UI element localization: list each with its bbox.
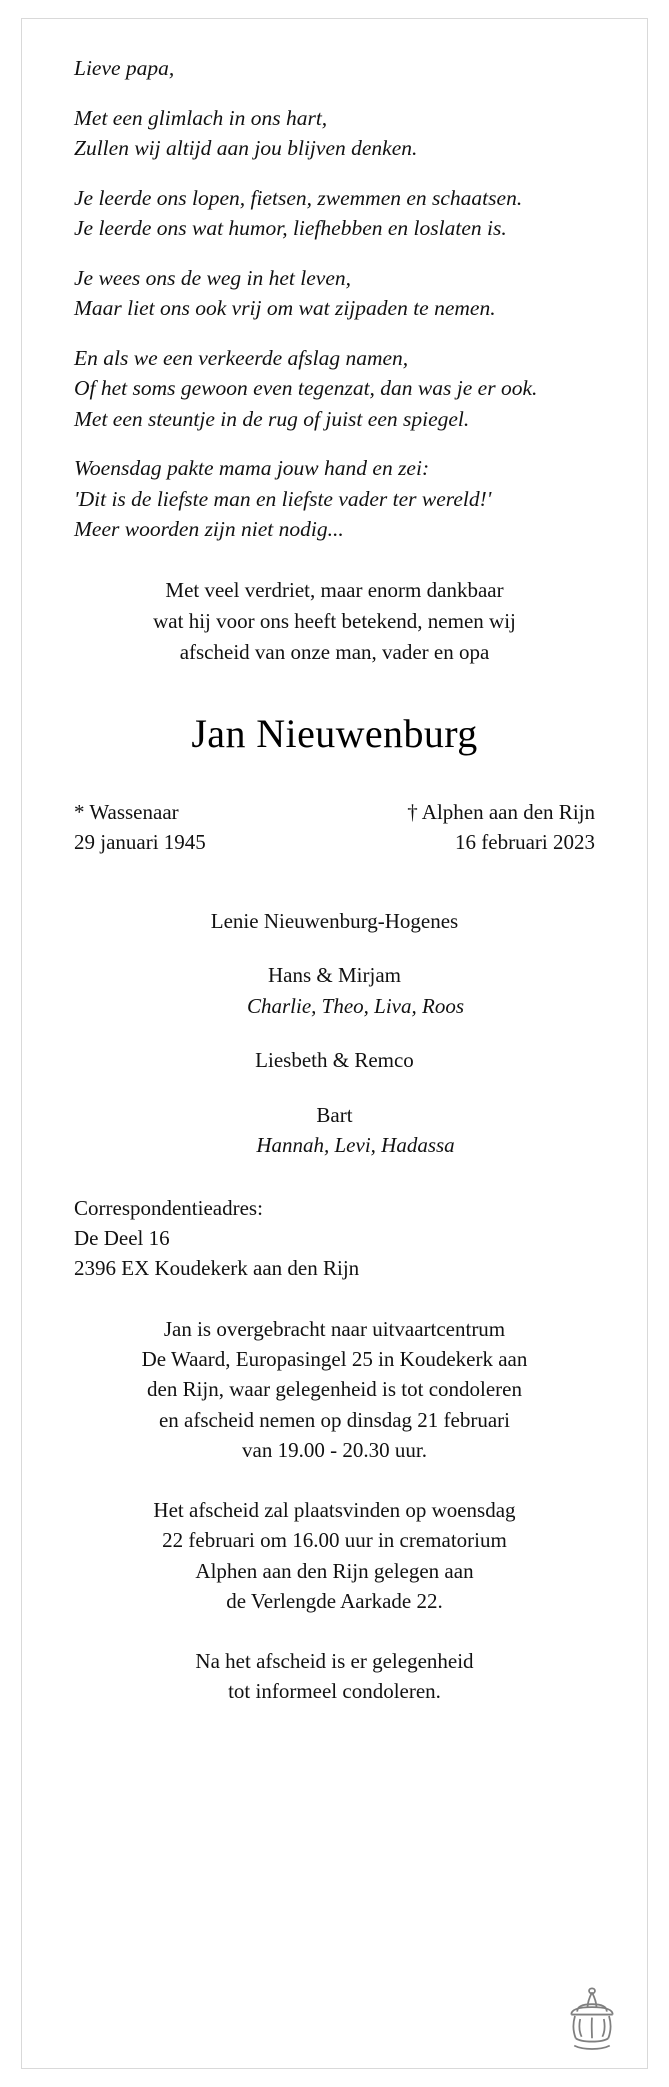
family-name: Hans & Mirjam [268, 963, 401, 988]
notice-line: van 19.00 - 20.30 uur. [242, 1437, 427, 1462]
viewing-notice [74, 1314, 595, 1465]
poem-line: Je leerde ons wat humor, liefhebben en loslaten is. [74, 216, 507, 241]
birth-info [74, 797, 206, 858]
intro-line: afscheid van onze man, vader en opa [179, 639, 490, 664]
deceased-name: Jan Nieuwenburg [191, 710, 478, 756]
family-name: Liesbeth & Remco [255, 1048, 414, 1073]
poem-line: Je wees ons de weg in het leven, [74, 265, 352, 290]
notice-line: tot informeel condoleren. [228, 1679, 441, 1704]
poem-stanza [74, 53, 595, 84]
family-children: Charlie, Theo, Liva, Roos [246, 993, 464, 1018]
family-entry [74, 1100, 595, 1161]
poem-line: Lieve papa, [74, 56, 175, 80]
notice-line: Jan is overgebracht naar uitvaartcentrum [163, 1316, 506, 1341]
poem-stanza [74, 453, 595, 545]
birth-place: * Wassenaar [74, 799, 179, 824]
address-line: Correspondentieadres: [74, 1196, 263, 1221]
funeral-home-logo-icon [555, 1982, 629, 2056]
poem-line: 'Dit is de liefste man en liefste vader ter wereld!' [74, 486, 492, 511]
notice-line: de Verlengde Aarkade 22. [226, 1588, 443, 1613]
notice-line: Na het afscheid is er gelegenheid [195, 1648, 474, 1673]
poem-line: Zullen wij altijd aan jou blijven denken. [74, 136, 418, 161]
death-date: 16 februari 2023 [455, 830, 595, 855]
poem-stanza [74, 103, 595, 164]
correspondence-address [74, 1194, 595, 1283]
birth-date: 29 januari 1945 [74, 830, 206, 855]
family-name: Lenie Nieuwenburg-Hogenes [210, 908, 459, 933]
poem-line: Je leerde ons lopen, fietsen, zwemmen en schaatsen. [74, 185, 523, 210]
poem-line: Met een glimlach in ons hart, [74, 105, 328, 130]
poem-line: Woensdag pakte mama jouw hand en zei: [74, 456, 430, 481]
death-info [407, 797, 595, 858]
intro-line: wat hij voor ons heeft betekend, nemen wij [153, 608, 516, 633]
family-entry [74, 1045, 595, 1075]
intro-text [74, 575, 595, 668]
notice-line: Het afscheid zal plaatsvinden op woensdag [153, 1498, 516, 1523]
poem-stanza [74, 343, 595, 435]
poem-stanza [74, 183, 595, 244]
poem-line: Met een steuntje in de rug of juist een spiegel. [74, 406, 470, 431]
condolence-notice [74, 1646, 595, 1706]
card-inner [22, 19, 647, 2068]
family-list [74, 906, 595, 1161]
family-name: Bart [316, 1102, 353, 1127]
poem-line: Of het soms gewoon even tegenzat, dan was je er ook. [74, 376, 538, 401]
intro-line: Met veel verdriet, maar enorm dankbaar [165, 577, 504, 602]
notice-line: den Rijn, waar gelegenheid is tot condoleren [147, 1377, 522, 1402]
dates-row [74, 797, 595, 858]
poem-stanza [74, 263, 595, 324]
memorial-card [21, 18, 648, 2069]
family-children: Hannah, Levi, Hadassa [256, 1133, 455, 1157]
poem-line: En als we een verkeerde afslag namen, [74, 345, 409, 370]
address-line: 2396 EX Koudekerk aan den Rijn [74, 1256, 360, 1281]
ceremony-notice [74, 1495, 595, 1616]
poem-line: Meer woorden zijn niet nodig... [74, 517, 344, 542]
poem [74, 53, 595, 545]
notice-line: De Waard, Europasingel 25 in Koudekerk aan [141, 1347, 528, 1372]
death-place: † Alphen aan den Rijn [407, 799, 595, 824]
poem-line: Maar liet ons ook vrij om wat zijpaden te nemen. [74, 296, 496, 321]
notice-line: en afscheid nemen op dinsdag 21 februari [158, 1407, 511, 1432]
notice-line: Alphen aan den Rijn gelegen aan [195, 1558, 474, 1583]
family-entry [74, 960, 595, 1021]
family-entry [74, 906, 595, 936]
address-line: De Deel 16 [74, 1226, 170, 1251]
notice-line: 22 februari om 16.00 uur in crematorium [162, 1528, 507, 1553]
